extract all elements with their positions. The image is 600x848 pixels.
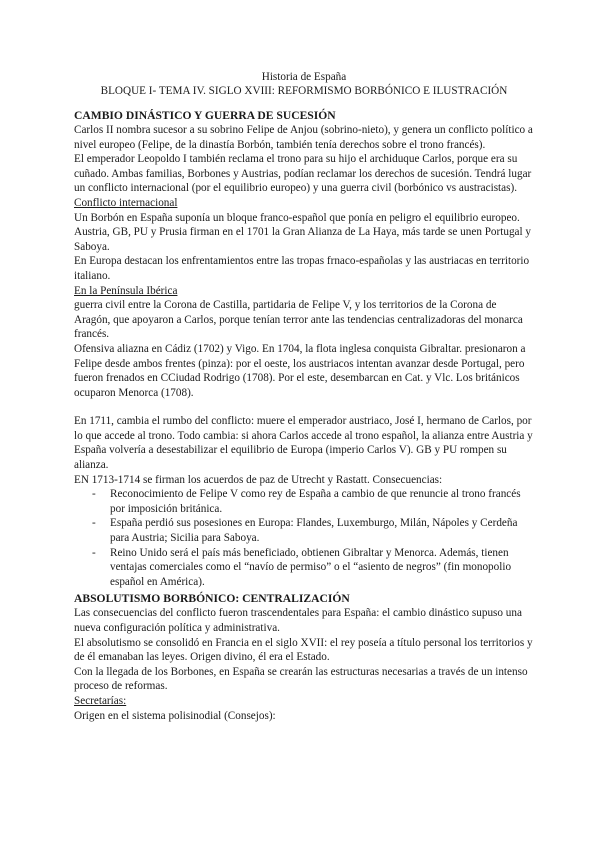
- subheading-secretarias: Secretarías:: [74, 694, 127, 707]
- paragraph: Ofensiva aliazna en Cádiz (1702) y Vigo. En 1704, la flota inglesa conquista Gibraltar. presionaron a Felipe desde ambos frentes (pinza): por el oeste, los austriacos intentan avanzar desde Portugal, pero fueron frenados en CCiudad Rodrigo (1708). Por el este, desembarcan en Cat. y Vlc. Los británicos ocuparon Menorca (1708).: [74, 342, 526, 399]
- paragraph: Un Borbón en España suponía un bloque franco-español que ponía en peligro el equilibrio europeo. Austria, GB, PU y Prusia firman en el 1701 la Gran Alianza de La Haya, más tarde se unen Portugal y Saboya.: [74, 211, 532, 253]
- paragraph: Carlos II nombra sucesor a su sobrino Felipe de Anjou (sobrino-nieto), y genera un conflicto político a nivel europeo (Felipe, de la dinastía Borbón, también tenía derechos sobre el trono francés).: [74, 124, 533, 151]
- paragraph: Las consecuencias del conflicto fueron trascendentales para España: el cambio dinástico supuso una nueva configuración política y administrativa.: [74, 607, 522, 634]
- paragraph: guerra civil entre la Corona de Castilla, partidaria de Felipe V, y los territorios de la Corona de Aragón, que apoyaron a Carlos, porque tenían terror ante las tendencias centralizadoras del monarca francés.: [74, 299, 523, 341]
- list-item-text: Reino Unido será el país más beneficiado, obtienen Gibraltar y Menorca. Además, tienen ventajas comerciales como el “navío de permiso” o el “asiento de negros” (fin monopolio español en América).: [110, 546, 512, 588]
- section-heading-cambio-dinastico: CAMBIO DINÁSTICO Y GUERRA DE SUCESIÓN: [74, 109, 336, 122]
- subheading-peninsula-iberica: En la Península Ibérica: [74, 284, 178, 297]
- bullet-marker: -: [92, 488, 96, 501]
- document-page: [74, 70, 534, 723]
- paragraph: Con la llegada de los Borbones, en España se crearán las estructuras necesarias a través de un intenso proceso de reformas.: [74, 665, 528, 693]
- paragraph: En Europa destacan los enfrentamientos entre las tropas frnaco-españolas y las austriacas en territorio italiano.: [74, 255, 530, 282]
- subheading-conflicto-internacional: Conflicto internacional: [74, 196, 178, 209]
- consequences-list: [74, 487, 534, 589]
- list-item-text: Reconocimiento de Felipe V como rey de España a cambio de que renuncie al trono francés por imposición británica.: [110, 488, 521, 515]
- bullet-marker: -: [92, 517, 96, 530]
- paragraph: Origen en el sistema polisinodial (Consejos):: [74, 709, 276, 722]
- paragraph-gap: [74, 400, 534, 414]
- document-subtitle: BLOQUE I- TEMA IV. SIGLO XVIII: REFORMISMO BORBÓNICO E ILUSTRACIÓN: [100, 85, 508, 97]
- section-heading-absolutismo: ABSOLUTISMO BORBÓNICO: CENTRALIZACIÓN: [74, 592, 350, 606]
- paragraph: EN 1713-1714 se firman los acuerdos de paz de Utrecht y Rastatt. Consecuencias:: [74, 473, 443, 486]
- document-title: Historia de España: [261, 71, 347, 83]
- list-item: [74, 546, 534, 590]
- paragraph: El absolutismo se consolidó en Francia en el siglo XVII: el rey poseía a título personal los territorios y de él emanaban las leyes. Origen divino, él era el Estado.: [74, 636, 533, 664]
- list-item: [74, 516, 534, 545]
- list-item-text: España perdió sus posesiones en Europa: Flandes, Luxemburgo, Milán, Nápoles y Cerdeña para Austria; Sicilia para Saboya.: [110, 517, 518, 545]
- paragraph: El emperador Leopoldo I también reclama el trono para su hijo el archiduque Carlos, porque era su cuñado. Ambas familias, Borbones y Austrias, podían reclamar los derechos de sucesión. Tendrá lugar un conflicto internacional (por el equilibrio europeo) y una guerra civil (borbónico vs austracistas).: [74, 153, 532, 195]
- list-item: [74, 487, 534, 516]
- paragraph: En 1711, cambia el rumbo del conflicto: muere el emperador austriaco, José I, hermano de Carlos, por lo que accede al trono. Todo cambia: si ahora Carlos accede al trono español, la alianza entre Austria y España volvería a desestabilizar el equilibrio de Europa (imperio Carlos V). GB y PU rompen su alianza.: [74, 415, 533, 472]
- bullet-marker: -: [92, 546, 96, 559]
